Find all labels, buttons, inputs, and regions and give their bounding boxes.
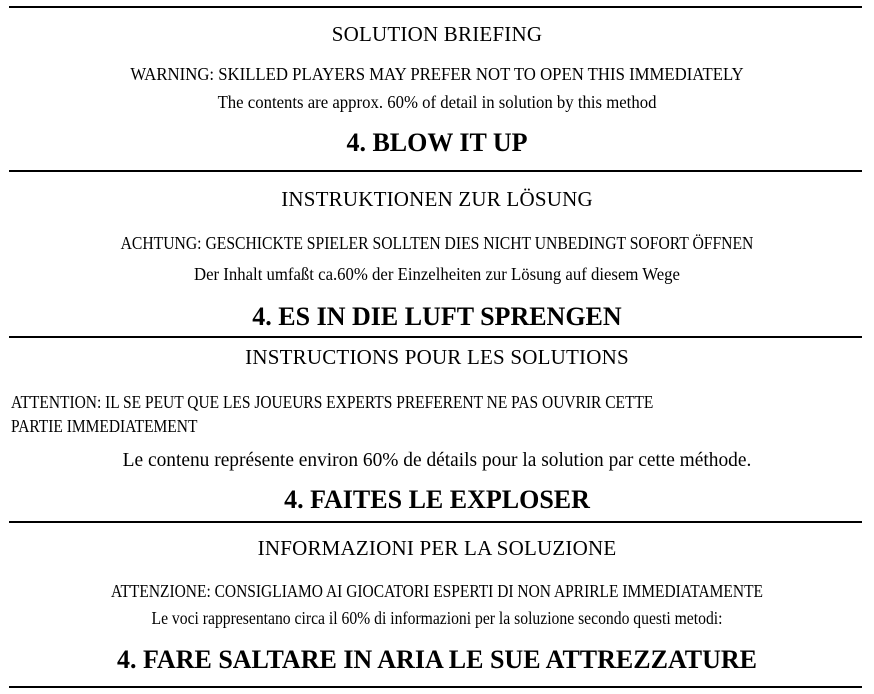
warning-text-en: WARNING: SKILLED PLAYERS MAY PREFER NOT TO OPEN THIS IMMEDIATELY: [130, 64, 744, 84]
note-text-de: Der Inhalt umfaßt ca.60% der Einzelheiten zur Lösung auf diesem Wege: [194, 264, 680, 284]
section-heading-de: INSTRUKTIONEN ZUR LÖSUNG: [281, 187, 593, 211]
section-divider-2: [9, 336, 862, 338]
top-rule: [9, 6, 862, 8]
note-text-en: The contents are approx. 60% of detail in solution by this method: [217, 92, 657, 112]
warning-text-it: ATTENZIONE: CONSIGLIAMO AI GIOCATORI ESPERTI DI NON APRIRLE IMMEDIATAMENTE: [111, 581, 763, 601]
bottom-rule: [9, 686, 862, 688]
solution-title-en: 4. BLOW IT UP: [346, 128, 528, 157]
section-heading-it: INFORMAZIONI PER LA SOLUZIONE: [257, 536, 617, 560]
section-divider-1: [9, 170, 862, 172]
solution-title-it: 4. FARE SALTARE IN ARIA LE SUE ATTREZZATURE: [116, 645, 758, 674]
section-heading-fr: INSTRUCTIONS POUR LES SOLUTIONS: [245, 345, 629, 369]
warning-text-fr-line2: PARTIE IMMEDIATEMENT: [11, 416, 198, 436]
section-heading-en: SOLUTION BRIEFING: [331, 22, 543, 46]
section-divider-3: [9, 521, 862, 523]
note-text-it: Le voci rappresentano circa il 60% di informazioni per la soluzione secondo questi metodi:: [151, 608, 723, 628]
note-text-fr: Le contenu représente environ 60% de détails pour la solution par cette méthode.: [122, 449, 752, 471]
warning-text-de: ACHTUNG: GESCHICKTE SPIELER SOLLTEN DIES NICHT UNBEDINGT SOFORT ÖFFNEN: [120, 233, 754, 253]
warning-text-fr-line1: ATTENTION: IL SE PEUT QUE LES JOUEURS EXPERTS PREFERENT NE PAS OUVRIR CETTE: [11, 392, 654, 412]
solution-title-de: 4. ES IN DIE LUFT SPRENGEN: [252, 302, 622, 331]
solution-title-fr: 4. FAITES LE EXPLOSER: [284, 485, 590, 514]
